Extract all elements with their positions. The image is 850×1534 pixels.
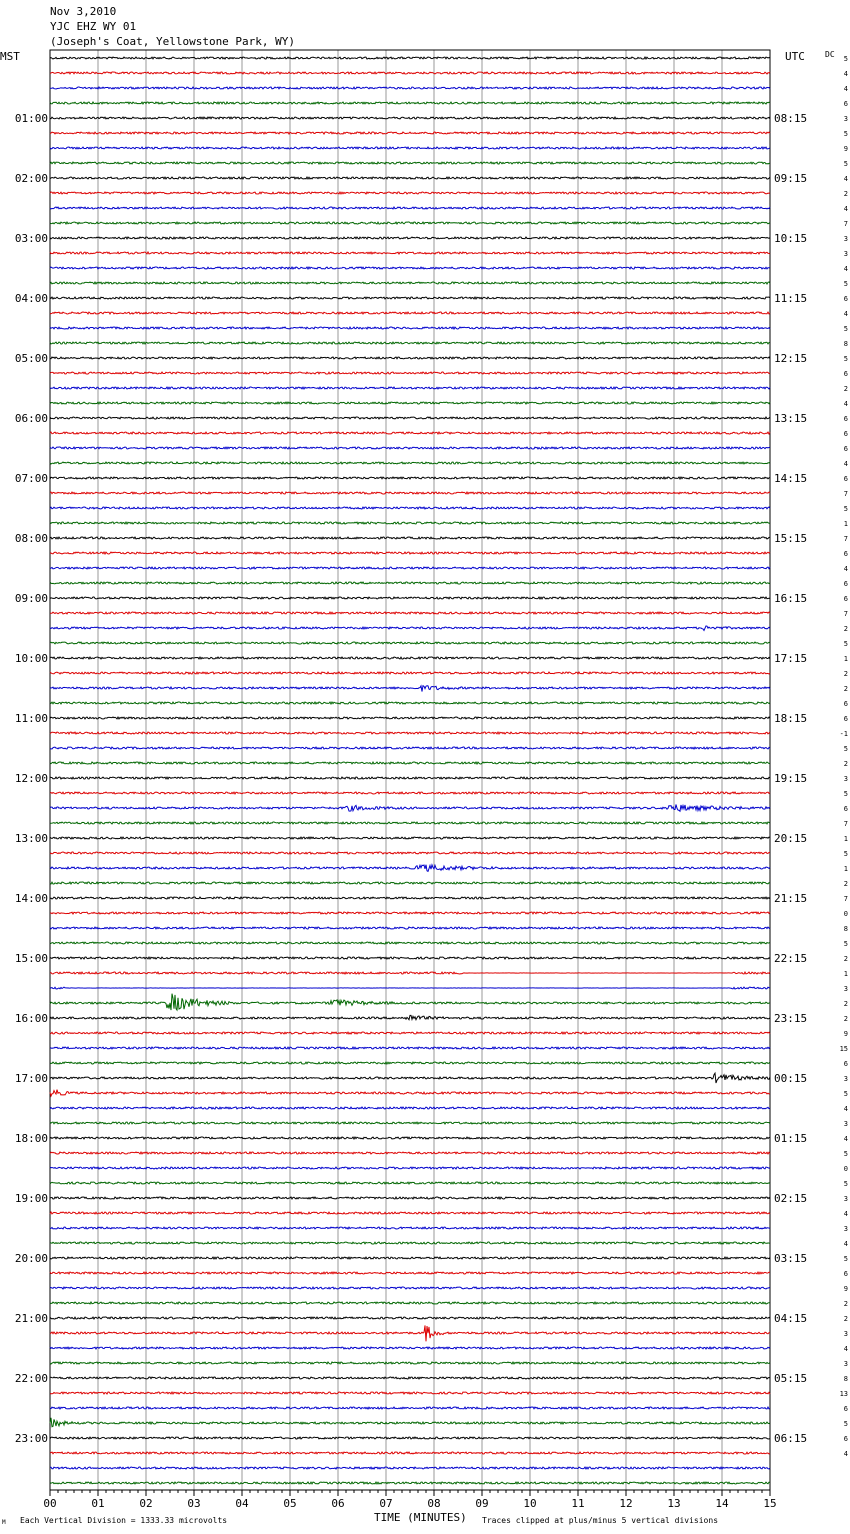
seismic-trace bbox=[50, 507, 770, 509]
left-hour-label: 13:00 bbox=[14, 832, 48, 845]
x-axis-label: TIME (MINUTES) bbox=[374, 1511, 467, 1524]
seismic-trace bbox=[50, 1467, 770, 1469]
seismic-trace bbox=[50, 1482, 770, 1484]
dc-offset-label: 3 bbox=[843, 250, 848, 258]
seismic-trace bbox=[50, 342, 770, 344]
left-hour-label: 03:00 bbox=[14, 232, 48, 245]
seismic-trace bbox=[50, 642, 770, 644]
right-hour-label: 21:15 bbox=[774, 892, 808, 905]
left-hour-label: 15:00 bbox=[14, 952, 48, 965]
seismic-trace bbox=[50, 177, 770, 179]
dc-offset-label: 4 bbox=[843, 1210, 848, 1218]
dc-offset-label: 5 bbox=[843, 355, 848, 363]
right-hour-label: 23:15 bbox=[774, 1012, 808, 1025]
seismic-trace bbox=[50, 87, 770, 89]
left-hour-label: 18:00 bbox=[14, 1132, 48, 1145]
seismic-trace bbox=[50, 672, 770, 674]
dc-offset-label: 3 bbox=[843, 1075, 848, 1083]
right-hour-label: 01:15 bbox=[774, 1132, 808, 1145]
left-hour-label: 14:00 bbox=[14, 892, 48, 905]
dc-offset-label: 2 bbox=[843, 955, 848, 963]
x-tick-label: 03 bbox=[187, 1497, 201, 1510]
seismic-trace bbox=[50, 57, 770, 59]
header-station: YJC EHZ WY 01 bbox=[50, 20, 137, 33]
seismic-trace bbox=[50, 387, 770, 389]
left-hour-label: 01:00 bbox=[14, 112, 48, 125]
left-hour-label: 19:00 bbox=[14, 1192, 48, 1205]
right-hour-label: 19:15 bbox=[774, 772, 808, 785]
x-tick-label: 13 bbox=[667, 1497, 681, 1510]
seismic-trace bbox=[50, 132, 770, 134]
seismic-trace bbox=[50, 882, 770, 884]
dc-offset-label: 4 bbox=[843, 460, 848, 468]
seismic-trace bbox=[50, 994, 770, 1010]
right-timezone-label: UTC bbox=[785, 50, 805, 63]
dc-offset-label: 4 bbox=[843, 565, 848, 573]
dc-offset-label: 2 bbox=[843, 625, 848, 633]
seismic-trace bbox=[50, 372, 770, 374]
left-hour-label: 02:00 bbox=[14, 172, 48, 185]
right-hour-label: 14:15 bbox=[774, 472, 808, 485]
seismic-trace bbox=[50, 597, 770, 599]
dc-offset-label: 1 bbox=[843, 520, 848, 528]
seismic-trace bbox=[50, 804, 770, 811]
dc-offset-label: 4 bbox=[843, 310, 848, 318]
dc-offset-label: 5 bbox=[843, 1150, 848, 1158]
seismic-trace bbox=[50, 117, 770, 119]
dc-offset-label: 5 bbox=[843, 1180, 848, 1188]
seismic-trace bbox=[50, 927, 770, 929]
seismic-trace bbox=[50, 1047, 770, 1049]
dc-offset-label: 8 bbox=[843, 925, 848, 933]
seismic-trace bbox=[50, 837, 770, 839]
x-tick-label: 09 bbox=[475, 1497, 489, 1510]
seismic-trace bbox=[50, 462, 770, 464]
right-hour-label: 00:15 bbox=[774, 1072, 808, 1085]
dc-offset-label: 6 bbox=[843, 445, 848, 453]
seismic-trace bbox=[50, 222, 770, 224]
seismic-trace bbox=[50, 942, 770, 944]
seismic-trace bbox=[50, 552, 770, 554]
right-hour-label: 18:15 bbox=[774, 712, 808, 725]
left-hour-label: 10:00 bbox=[14, 652, 48, 665]
dc-offset-label: 9 bbox=[843, 145, 848, 153]
dc-offset-label: 2 bbox=[843, 685, 848, 693]
dc-offset-label: 9 bbox=[843, 1030, 848, 1038]
dc-offset-label: 6 bbox=[843, 295, 848, 303]
right-hour-label: 06:15 bbox=[774, 1432, 808, 1445]
dc-offset-label: 7 bbox=[843, 895, 848, 903]
corner-mark: M bbox=[2, 1519, 6, 1526]
dc-offset-label: 5 bbox=[843, 55, 848, 63]
dc-offset-label: 2 bbox=[843, 670, 848, 678]
seismic-trace bbox=[50, 1437, 770, 1439]
seismic-trace bbox=[50, 865, 770, 872]
left-hour-label: 09:00 bbox=[14, 592, 48, 605]
seismic-trace bbox=[50, 1152, 770, 1154]
right-hour-label: 08:15 bbox=[774, 112, 808, 125]
seismic-trace bbox=[50, 192, 770, 194]
dc-offset-label: 5 bbox=[843, 745, 848, 753]
seismic-trace bbox=[50, 1107, 770, 1109]
seismic-trace bbox=[50, 897, 770, 899]
seismic-trace bbox=[50, 1182, 770, 1184]
seismic-trace bbox=[50, 612, 770, 614]
dc-offset-label: 6 bbox=[843, 1435, 848, 1443]
dc-offset-label: 4 bbox=[843, 1345, 848, 1353]
seismic-trace bbox=[50, 447, 770, 449]
left-hour-label: 05:00 bbox=[14, 352, 48, 365]
seismic-trace bbox=[50, 1347, 770, 1349]
left-hour-label: 16:00 bbox=[14, 1012, 48, 1025]
seismic-trace bbox=[50, 957, 770, 959]
dc-offset-label: 6 bbox=[843, 1270, 848, 1278]
seismic-trace bbox=[50, 1032, 770, 1034]
dc-offset-label: 5 bbox=[843, 1090, 848, 1098]
seismic-trace bbox=[50, 1073, 770, 1083]
seismic-trace bbox=[50, 327, 770, 329]
dc-offset-label: 6 bbox=[843, 700, 848, 708]
dc-offset-label: 9 bbox=[843, 1285, 848, 1293]
seismic-trace bbox=[50, 432, 770, 434]
seismic-trace bbox=[50, 102, 770, 104]
right-hour-label: 17:15 bbox=[774, 652, 808, 665]
seismic-trace bbox=[50, 1090, 770, 1096]
seismic-trace bbox=[50, 417, 770, 419]
right-hour-label: 05:15 bbox=[774, 1372, 808, 1385]
seismic-trace bbox=[50, 1418, 770, 1427]
seismic-trace bbox=[50, 1015, 770, 1019]
left-hour-label: 06:00 bbox=[14, 412, 48, 425]
seismic-trace bbox=[50, 686, 770, 692]
seismic-trace bbox=[50, 1452, 770, 1454]
x-tick-label: 12 bbox=[619, 1497, 633, 1510]
dc-offset-label: 2 bbox=[843, 1300, 848, 1308]
left-hour-label: 04:00 bbox=[14, 292, 48, 305]
dc-offset-label: 5 bbox=[843, 640, 848, 648]
left-hour-label: 23:00 bbox=[14, 1432, 48, 1445]
right-hour-label: 03:15 bbox=[774, 1252, 808, 1265]
seismic-trace bbox=[50, 267, 770, 269]
left-hour-label: 11:00 bbox=[14, 712, 48, 725]
dc-offset-label: 3 bbox=[843, 115, 848, 123]
dc-offset-label: 6 bbox=[843, 430, 848, 438]
seismic-trace bbox=[50, 72, 770, 74]
seismic-trace bbox=[50, 147, 770, 149]
seismic-trace bbox=[50, 717, 770, 719]
seismic-trace bbox=[50, 912, 770, 914]
seismic-trace bbox=[50, 972, 770, 974]
dc-offset-label: 2 bbox=[843, 760, 848, 768]
dc-offset-label: 6 bbox=[843, 100, 848, 108]
dc-offset-label: 6 bbox=[843, 370, 848, 378]
dc-offset-label: 3 bbox=[843, 1195, 848, 1203]
dc-offset-label: 3 bbox=[843, 1120, 848, 1128]
dc-offset-label: 0 bbox=[843, 910, 848, 918]
dc-offset-label: 4 bbox=[843, 85, 848, 93]
dc-offset-label: 2 bbox=[843, 1015, 848, 1023]
dc-offset-label: 1 bbox=[843, 655, 848, 663]
x-tick-label: 08 bbox=[427, 1497, 441, 1510]
left-hour-label: 20:00 bbox=[14, 1252, 48, 1265]
seismic-trace bbox=[50, 162, 770, 164]
dc-offset-label: 4 bbox=[843, 265, 848, 273]
left-hour-label: 08:00 bbox=[14, 532, 48, 545]
seismic-trace bbox=[50, 852, 770, 854]
dc-offset-label: 7 bbox=[843, 220, 848, 228]
dc-offset-label: 6 bbox=[843, 1060, 848, 1068]
left-hour-label: 21:00 bbox=[14, 1312, 48, 1325]
right-hour-label: 09:15 bbox=[774, 172, 808, 185]
header-date: Nov 3,2010 bbox=[50, 5, 117, 18]
dc-offset-label: 8 bbox=[843, 340, 848, 348]
seismic-trace bbox=[50, 312, 770, 314]
seismic-trace bbox=[50, 822, 770, 824]
dc-offset-label: 4 bbox=[843, 1135, 848, 1143]
dc-offset-label: 5 bbox=[843, 325, 848, 333]
seismic-trace bbox=[50, 1062, 770, 1064]
seismic-trace bbox=[50, 1137, 770, 1139]
seismic-trace bbox=[50, 1317, 770, 1319]
dc-offset-label: 4 bbox=[843, 70, 848, 78]
dc-offset-label: 4 bbox=[843, 400, 848, 408]
dc-offset-label: 1 bbox=[843, 865, 848, 873]
dc-offset-label: 7 bbox=[843, 535, 848, 543]
seismic-trace bbox=[50, 1197, 770, 1199]
x-tick-label: 05 bbox=[283, 1497, 297, 1510]
dc-offset-label: 7 bbox=[843, 820, 848, 828]
seismic-trace bbox=[50, 282, 770, 284]
seismic-trace bbox=[50, 1272, 770, 1274]
right-hour-label: 12:15 bbox=[774, 352, 808, 365]
dc-offset-label: 6 bbox=[843, 550, 848, 558]
seismic-trace bbox=[50, 1212, 770, 1214]
seismic-trace bbox=[50, 402, 770, 404]
left-hour-label: 22:00 bbox=[14, 1372, 48, 1385]
dc-offset-label: 4 bbox=[843, 1450, 848, 1458]
seismic-trace bbox=[50, 1257, 770, 1259]
dc-offset-label: 2 bbox=[843, 1315, 848, 1323]
dc-offset-label: 5 bbox=[843, 130, 848, 138]
dc-offset-label: 3 bbox=[843, 235, 848, 243]
right-hour-label: 13:15 bbox=[774, 412, 808, 425]
seismic-trace bbox=[50, 1227, 770, 1229]
seismic-trace bbox=[50, 987, 770, 989]
right-hour-label: 11:15 bbox=[774, 292, 808, 305]
dc-offset-label: 3 bbox=[843, 1360, 848, 1368]
dc-offset-label: 5 bbox=[843, 160, 848, 168]
left-hour-label: 12:00 bbox=[14, 772, 48, 785]
x-tick-label: 11 bbox=[571, 1497, 585, 1510]
dc-offset-label: 2 bbox=[843, 1000, 848, 1008]
seismic-trace bbox=[50, 567, 770, 569]
seismic-trace bbox=[50, 1302, 770, 1304]
dc-header-label: DC bbox=[825, 50, 835, 59]
dc-offset-label: 2 bbox=[843, 190, 848, 198]
dc-offset-label: 3 bbox=[843, 1225, 848, 1233]
dc-offset-label: 0 bbox=[843, 1165, 848, 1173]
seismic-trace bbox=[50, 657, 770, 659]
dc-offset-label: 8 bbox=[843, 1375, 848, 1383]
seismic-trace bbox=[50, 477, 770, 479]
seismic-trace bbox=[50, 1362, 770, 1364]
dc-offset-label: 6 bbox=[843, 415, 848, 423]
dc-offset-label: 3 bbox=[843, 1330, 848, 1338]
seismic-trace bbox=[50, 702, 770, 704]
dc-offset-label: 6 bbox=[843, 475, 848, 483]
x-tick-label: 07 bbox=[379, 1497, 393, 1510]
dc-offset-label: 13 bbox=[839, 1390, 848, 1398]
x-tick-label: 01 bbox=[91, 1497, 105, 1510]
dc-offset-label: 5 bbox=[843, 505, 848, 513]
right-hour-label: 10:15 bbox=[774, 232, 808, 245]
seismic-trace bbox=[50, 747, 770, 749]
left-hour-label: 07:00 bbox=[14, 472, 48, 485]
seismic-trace bbox=[50, 537, 770, 539]
left-hour-label: 17:00 bbox=[14, 1072, 48, 1085]
right-hour-label: 04:15 bbox=[774, 1312, 808, 1325]
seismic-trace bbox=[50, 1287, 770, 1289]
dc-offset-label: 5 bbox=[843, 790, 848, 798]
seismic-trace bbox=[50, 297, 770, 299]
x-tick-label: 02 bbox=[139, 1497, 153, 1510]
x-tick-label: 00 bbox=[43, 1497, 57, 1510]
seismic-trace bbox=[50, 1407, 770, 1409]
footer-clip-note: Traces clipped at plus/minus 5 vertical divisions bbox=[482, 1516, 719, 1525]
x-tick-label: 10 bbox=[523, 1497, 537, 1510]
right-hour-label: 20:15 bbox=[774, 832, 808, 845]
seismic-trace bbox=[50, 732, 770, 734]
dc-offset-label: 5 bbox=[843, 940, 848, 948]
dc-offset-label: 6 bbox=[843, 715, 848, 723]
dc-offset-label: 5 bbox=[843, 280, 848, 288]
footer-scale-note: Each Vertical Division = 1333.33 microvolts bbox=[20, 1516, 228, 1525]
dc-offset-label: 6 bbox=[843, 1405, 848, 1413]
seismic-trace bbox=[50, 762, 770, 764]
seismic-trace bbox=[50, 777, 770, 779]
dc-offset-label: 3 bbox=[843, 985, 848, 993]
seismic-trace bbox=[50, 792, 770, 794]
seismic-trace bbox=[50, 626, 770, 631]
dc-offset-label: 15 bbox=[839, 1045, 848, 1053]
x-tick-label: 04 bbox=[235, 1497, 249, 1510]
dc-offset-label: 4 bbox=[843, 175, 848, 183]
seismic-trace bbox=[50, 492, 770, 494]
x-tick-label: 15 bbox=[763, 1497, 777, 1510]
dc-offset-label: 4 bbox=[843, 1240, 848, 1248]
seismic-trace bbox=[50, 207, 770, 209]
seismic-trace bbox=[50, 1242, 770, 1244]
dc-offset-label: 1 bbox=[843, 835, 848, 843]
seismic-trace bbox=[50, 237, 770, 239]
seismic-trace bbox=[50, 522, 770, 524]
dc-offset-label: 5 bbox=[843, 1255, 848, 1263]
right-hour-label: 15:15 bbox=[774, 532, 808, 545]
right-hour-label: 02:15 bbox=[774, 1192, 808, 1205]
dc-offset-label: 2 bbox=[843, 385, 848, 393]
right-hour-label: 22:15 bbox=[774, 952, 808, 965]
dc-offset-label: -1 bbox=[839, 730, 848, 738]
dc-offset-label: 5 bbox=[843, 1420, 848, 1428]
header-location: (Joseph's Coat, Yellowstone Park, WY) bbox=[50, 35, 296, 48]
dc-offset-label: 4 bbox=[843, 1105, 848, 1113]
x-tick-label: 06 bbox=[331, 1497, 345, 1510]
dc-offset-label: 7 bbox=[843, 490, 848, 498]
seismic-trace bbox=[50, 357, 770, 359]
x-tick-label: 14 bbox=[715, 1497, 729, 1510]
seismic-trace bbox=[50, 252, 770, 254]
seismic-trace bbox=[50, 1325, 770, 1341]
right-hour-label: 16:15 bbox=[774, 592, 808, 605]
seismic-trace bbox=[50, 1122, 770, 1124]
dc-offset-label: 7 bbox=[843, 610, 848, 618]
dc-offset-label: 6 bbox=[843, 805, 848, 813]
dc-offset-label: 6 bbox=[843, 595, 848, 603]
seismic-trace bbox=[50, 582, 770, 584]
dc-offset-label: 3 bbox=[843, 775, 848, 783]
seismic-trace bbox=[50, 1167, 770, 1169]
dc-offset-label: 4 bbox=[843, 205, 848, 213]
dc-offset-label: 5 bbox=[843, 850, 848, 858]
seismic-trace bbox=[50, 1392, 770, 1394]
seismic-trace bbox=[50, 1377, 770, 1379]
left-timezone-label: MST bbox=[0, 50, 20, 63]
dc-offset-label: 6 bbox=[843, 580, 848, 588]
dc-offset-label: 1 bbox=[843, 970, 848, 978]
dc-offset-label: 2 bbox=[843, 880, 848, 888]
